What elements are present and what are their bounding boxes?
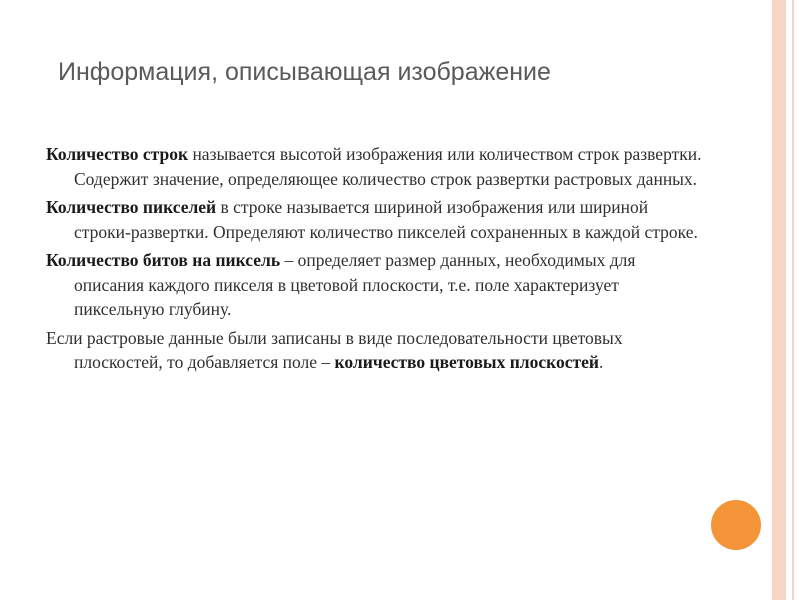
term-rows-count: Количество строк [46,144,189,164]
decorative-stripe-thin [792,0,794,600]
slide-body [46,142,706,379]
term-bits-per-pixel: Количество битов на пиксель [46,250,281,270]
paragraph-text: – определяет размер данных, необходимых для описания каждого пикселя в цветовой плоскости, т.е. поле характеризует пиксельную глубину. [74,250,636,319]
paragraph-text-end: . [598,352,604,372]
paragraph-rows-count [46,142,706,191]
term-color-planes-count: количество цветовых плоскостей [334,352,599,372]
paragraph-pixels-count [46,195,706,244]
paragraph-bits-per-pixel [46,248,706,322]
term-pixels-count: Количество пикселей [46,197,217,217]
paragraph-text: называется высотой изображения или количеством строк развертки. Содержит значение, определяющее количество строк развертки растровых данных. [74,144,702,189]
paragraph-color-planes [46,326,706,375]
slide-title: Информация, описывающая изображение [58,58,551,86]
decorative-orange-circle [711,500,761,550]
paragraph-text: Если растровые данные были записаны в виде последовательности цветовых плоскостей, то добавляется поле – [46,327,623,372]
decorative-stripe-wide [772,0,786,600]
paragraph-text: в строке называется шириной изображения или шириной строки-развертки. Определяют количество пикселей сохраненных в каждой строке. [74,197,698,242]
